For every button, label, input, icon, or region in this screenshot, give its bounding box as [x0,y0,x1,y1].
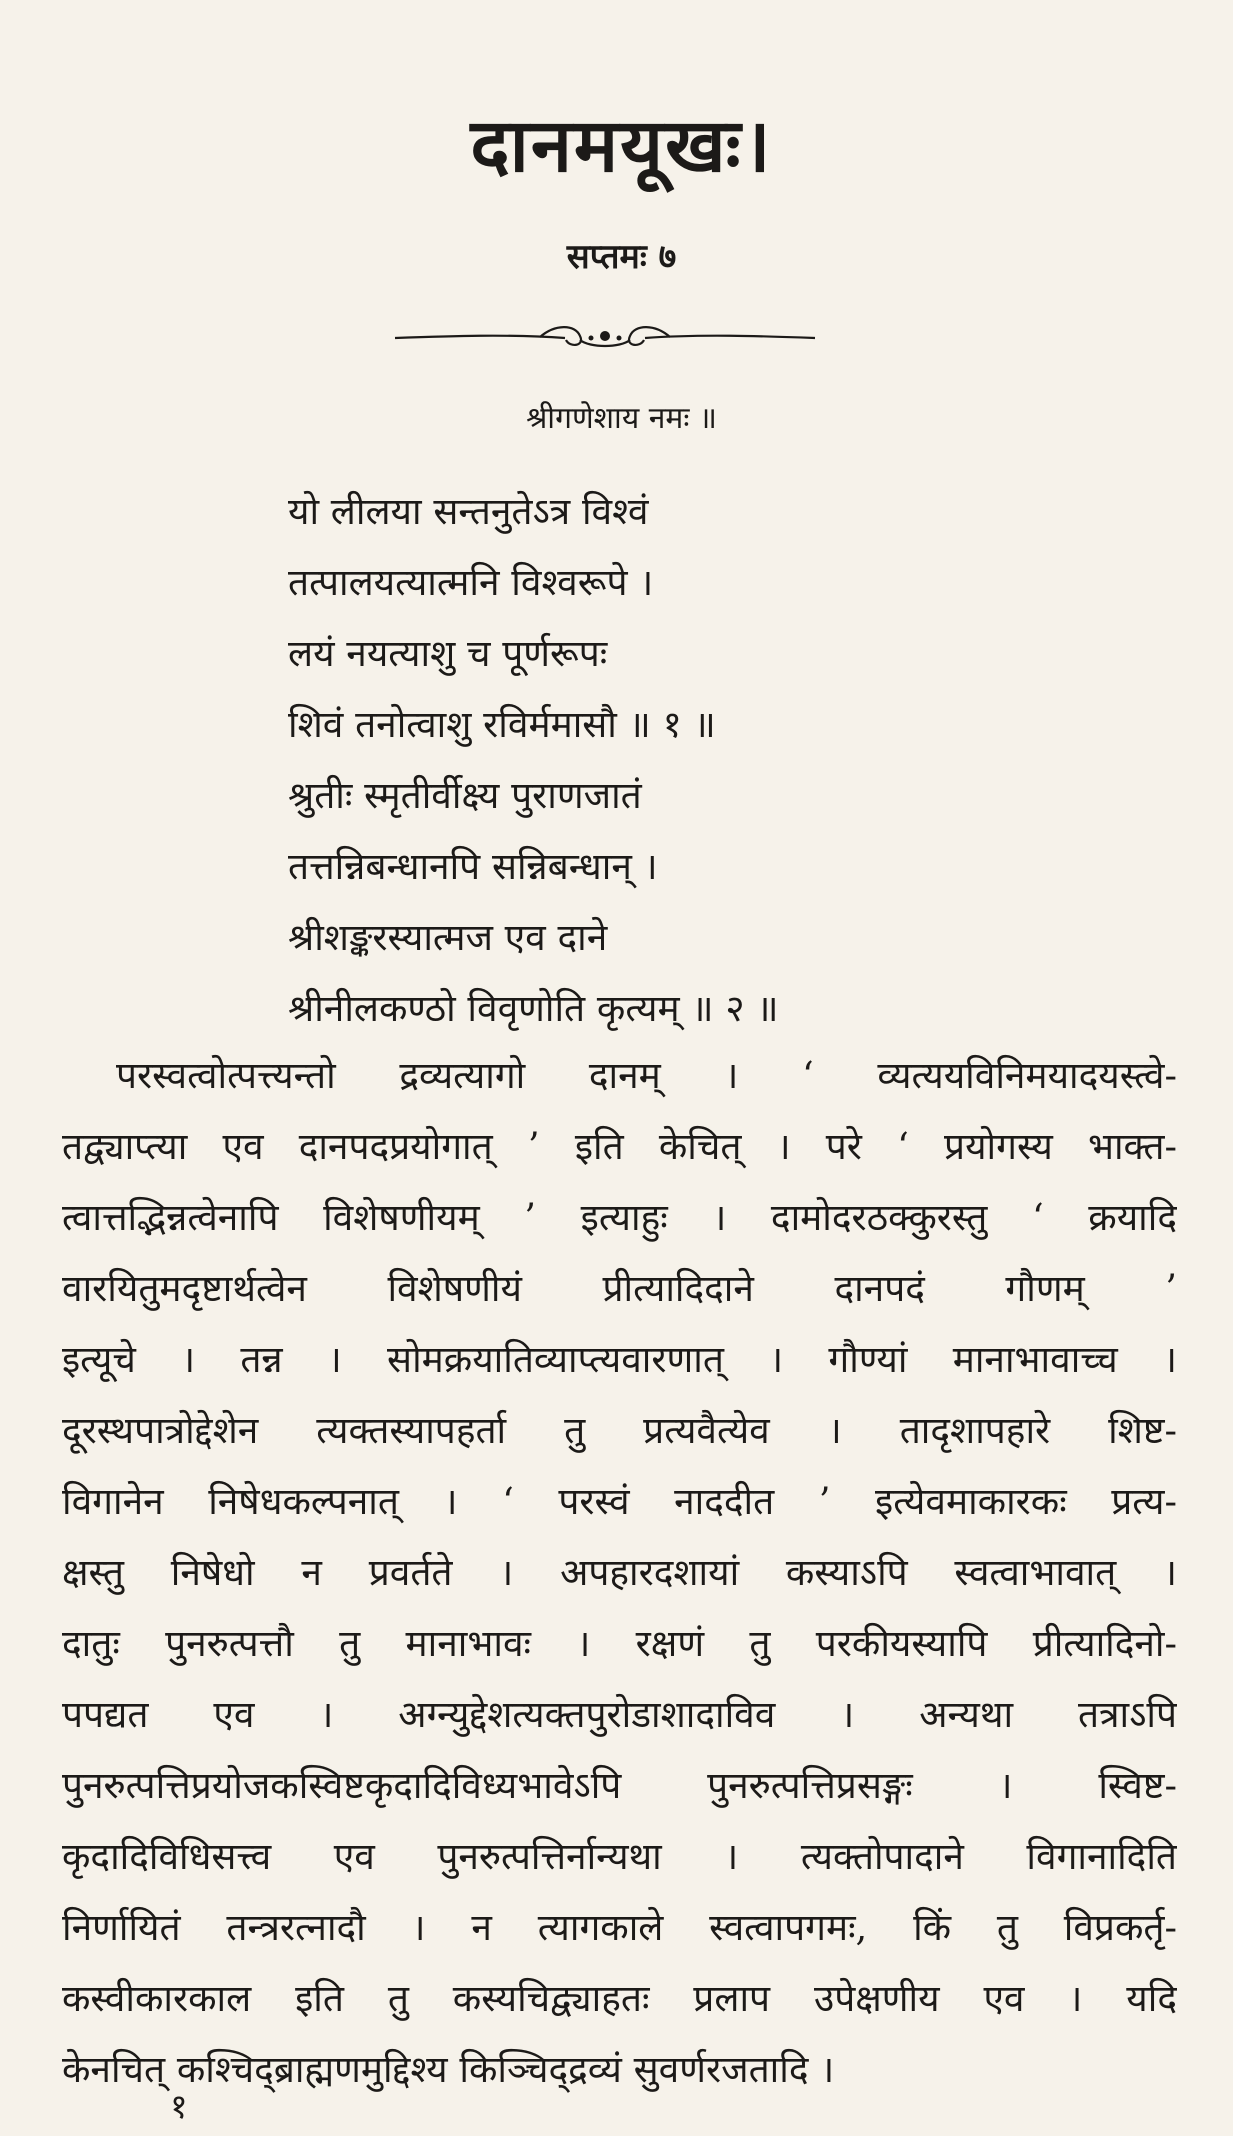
prose-line: वारयितुमदृष्टार्थत्वेन विशेषणीयं प्रीत्यादिदाने दानपदं गौणम् ’ [62,1267,1177,1310]
page-title: दानमयूखः। [470,103,773,189]
verse-line: लयं नयत्याशु च पूर्णरूपः [288,632,608,675]
verse-block [288,476,1188,1044]
prose-line: कस्वीकारकाल इति तु कस्यचिद्व्याहतः प्रलाप उपेक्षणीय एव । यदि [62,1977,1177,2020]
verse-line: श्रीनीलकण्ठो विवृणोति कृत्यम् ॥ २ ॥ [288,987,779,1030]
prose-paragraph [62,1040,1177,2105]
prose-line: दूरस्थपात्रोद्देशेन त्यक्तस्यापहर्ता तु प्रत्यवैत्येव । तादृशापहारे शिष्ट- [62,1409,1177,1452]
prose-line: परस्वत्वोत्पत्त्यन्तो द्रव्यत्यागो दानम् । ‘ व्यत्ययविनिमयादयस्त्वे- [116,1054,1177,1097]
prose-line: पपद्यत एव । अग्न्युद्देशत्यक्तपुरोडाशादाविव । अन्यथा तत्राऽपि [62,1693,1177,1736]
prose-line: विगानेन निषेधकल्पनात् । ‘ परस्वं नाददीत ’ इत्येवमाकारकः प्रत्य- [62,1480,1177,1523]
verse-line: तत्तन्निबन्धानपि सन्निबन्धान् । [288,845,658,888]
chapter-heading: सप्तमः ७ [566,237,677,277]
verse-line: यो लीलया सन्तनुतेऽत्र विश्वं [288,490,649,533]
prose-line: त्वात्तद्भिन्नत्वेनापि विशेषणीयम् ’ इत्याहुः । दामोदरठक्कुरस्तु ‘ क्रयादि [62,1196,1177,1239]
verse-line: श्रुतीः स्मृतीर्वीक्ष्य पुराणजातं [288,774,642,817]
prose-line: कृदादिविधिसत्त्व एव पुनरुत्पत्तिर्नान्यथा । त्यक्तोपादाने विगानादिति [62,1835,1177,1878]
prose-line: निर्णायितं तन्त्ररत्नादौ । न त्यागकाले स्वत्वापगमः, किं तु विप्रकर्तृ- [62,1906,1177,1949]
verse-line: श्रीशङ्करस्यात्मज एव दाने [288,916,608,959]
invocation-line: श्रीगणेशाय नमः ॥ [526,401,717,436]
verse-line: शिवं तनोत्वाशु रविर्ममासौ ॥ १ ॥ [288,703,716,746]
prose-line: दातुः पुनरुत्पत्तौ तु मानाभावः । रक्षणं तु परकीयस्यापि प्रीत्यादिनो- [62,1622,1177,1665]
verse-line: तत्पालयत्यात्मनि विश्वरूपे । [288,561,654,604]
page-number: १ [170,2087,188,2127]
prose-line: इत्यूचे । तन्न । सोमक्रयातिव्याप्त्यवारणात् । गौण्यां मानाभावाच्च । [62,1338,1177,1381]
prose-line: तद्व्याप्त्या एव दानपदप्रयोगात् ’ इति केचित् । परे ‘ प्रयोगस्य भाक्त- [62,1125,1177,1168]
ornamental-divider [390,316,820,356]
prose-line: केनचित् कश्चिद्ब्राह्मणमुद्दिश्य किञ्चिद्द्रव्यं सुवर्णरजतादि । [62,2048,835,2091]
prose-line: पुनरुत्पत्तिप्रयोजकस्विष्टकृदादिविध्यभावेऽपि पुनरुत्पत्तिप्रसङ्गः । स्विष्ट- [62,1764,1177,1807]
prose-line: क्षस्तु निषेधो न प्रवर्तते । अपहारदशायां कस्याऽपि स्वत्वाभावात् । [62,1551,1177,1594]
